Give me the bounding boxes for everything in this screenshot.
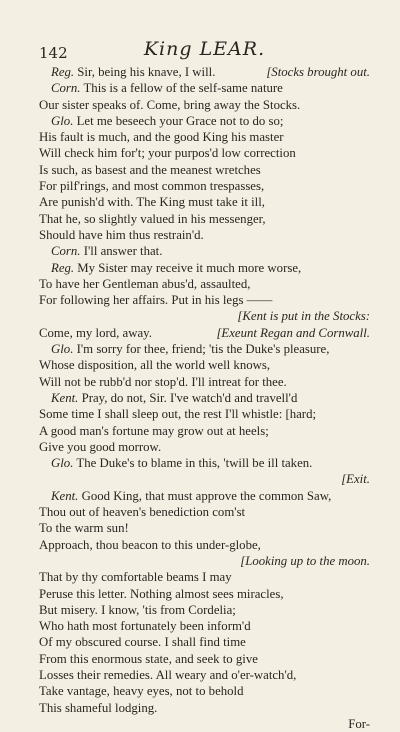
stage-direction: [Exit.	[341, 472, 370, 487]
line-text: Who hath most fortunately been inform'd	[39, 619, 251, 634]
verse-line	[39, 211, 370, 227]
speaker-name: Reg.	[51, 260, 75, 275]
verse-line	[39, 651, 370, 667]
verse-line	[39, 586, 370, 602]
verse-line	[39, 439, 370, 455]
line-text: Let me beseech your Grace not to do so;	[73, 113, 284, 128]
verse-line	[39, 716, 370, 732]
catchword: For-	[348, 716, 370, 731]
line-text: Pray, do not, Sir. I've watch'd and travell'd	[78, 390, 298, 405]
verse-line	[39, 667, 370, 683]
speaker-name: Glo.	[51, 113, 74, 128]
line-text: Give you good morrow.	[39, 439, 162, 454]
running-title: King LEAR.	[143, 38, 266, 60]
speech-line	[39, 243, 370, 259]
line-text: For pilf'rings, and most common trespasses,	[39, 179, 265, 194]
line-text: I'll answer that.	[80, 244, 163, 259]
verse-line	[39, 178, 370, 194]
page-number: 142	[39, 44, 68, 62]
line-text: My Sister may receive it much more worse,	[74, 260, 302, 275]
line-text: The Duke's to blame in this, 'twill be ill taken.	[73, 456, 313, 471]
speech-line	[39, 64, 370, 80]
line-text: Will check him for't; your purpos'd low correction	[39, 146, 296, 161]
line-text: That he, so slightly valued in his messenger,	[39, 211, 266, 226]
line-text: That by thy comfortable beams I may	[39, 570, 232, 585]
speech-line	[39, 455, 370, 471]
speech-line	[39, 260, 370, 276]
speaker-name: Kent.	[51, 390, 79, 405]
verse-line	[39, 406, 370, 422]
verse-line	[39, 520, 370, 536]
line-text: This shameful lodging.	[39, 700, 158, 715]
verse-line	[39, 374, 370, 390]
line-text: Will not be rubb'd nor stop'd. I'll intreat for thee.	[39, 374, 287, 389]
line-text: To the warm sun!	[39, 521, 129, 536]
line-text: Take vantage, heavy eyes, not to behold	[39, 684, 244, 699]
verse-line	[39, 504, 370, 520]
line-text: I'm sorry for thee, friend; 'tis the Duke's pleasure,	[73, 342, 330, 357]
speaker-name: Reg.	[51, 65, 75, 79]
line-text: Good King, that must approve the common Saw,	[78, 488, 332, 503]
verse-line	[39, 292, 370, 308]
line-text: Approach, thou beacon to this under-globe,	[39, 537, 261, 552]
stage-direction: [Stocks brought out.	[266, 65, 370, 79]
verse-line	[39, 569, 370, 585]
speech-line	[39, 80, 370, 96]
verse-line	[39, 308, 370, 324]
verse-line	[39, 700, 370, 716]
line-text: Is such, as basest and the meanest wretches	[39, 162, 261, 177]
line-text: But misery. I know, 'tis from Cordelia;	[39, 602, 236, 617]
speech-line	[39, 488, 370, 504]
line-text: Sir, being his knave, I will.	[74, 65, 216, 79]
verse-line	[39, 227, 370, 243]
verse-line	[39, 162, 370, 178]
stage-direction: [Exeunt Regan and Cornwall.	[216, 325, 370, 340]
speech-line	[39, 341, 370, 357]
line-text: Of my obscured course. I shall find time	[39, 635, 246, 650]
line-text: Whose disposition, all the world well knows,	[39, 358, 271, 373]
verse-line	[39, 553, 370, 569]
speech-line	[39, 390, 370, 406]
line-text: Losses their remedies. All weary and o'er-watch'd,	[39, 667, 297, 682]
verse-line	[39, 145, 370, 161]
line-text: Some time I shall sleep out, the rest I'll whistle: [hard;	[39, 407, 317, 422]
line-text: Peruse this letter. Nothing almost sees miracles,	[39, 586, 284, 601]
line-text: Thou out of heaven's benediction com'st	[39, 505, 246, 520]
speaker-name: Corn.	[51, 81, 81, 96]
verse-line	[39, 325, 370, 341]
speech-line	[39, 113, 370, 129]
line-text: His fault is much, and the good King his master	[39, 130, 284, 145]
verse-line	[39, 194, 370, 210]
verse-line	[39, 471, 370, 487]
verse-line	[39, 602, 370, 618]
verse-line	[39, 634, 370, 650]
line-text: Come, my lord, away.	[39, 325, 152, 340]
line-text: Should have him thus restrain'd.	[39, 227, 204, 242]
speaker-name: Corn.	[51, 244, 81, 259]
verse-line	[39, 537, 370, 553]
verse-line	[39, 357, 370, 373]
line-text: Our sister speaks of. Come, bring away the Stocks.	[39, 97, 301, 112]
speaker-name: Kent.	[51, 488, 79, 503]
verse-line	[39, 276, 370, 292]
verse-line	[39, 423, 370, 439]
play-text	[39, 64, 370, 732]
verse-line	[39, 683, 370, 699]
stage-direction: [Kent is put in the Stocks:	[237, 309, 370, 324]
line-text: This is a fellow of the self-same nature	[80, 81, 283, 96]
verse-line	[39, 129, 370, 145]
line-text: Are punish'd with. The King must take it ill,	[39, 195, 265, 210]
verse-line	[39, 618, 370, 634]
speaker-name: Glo.	[51, 456, 74, 471]
stage-direction: [Looking up to the moon.	[240, 553, 370, 568]
speaker-name: Glo.	[51, 342, 74, 357]
verse-line	[39, 97, 370, 113]
line-text: For following her affairs. Put in his legs ——	[39, 293, 273, 308]
page-header	[39, 28, 370, 64]
line-text: A good man's fortune may grow out at heels;	[39, 423, 269, 438]
line-text: To have her Gentleman abus'd, assaulted,	[39, 276, 251, 291]
line-text: From this enormous state, and seek to give	[39, 651, 258, 666]
